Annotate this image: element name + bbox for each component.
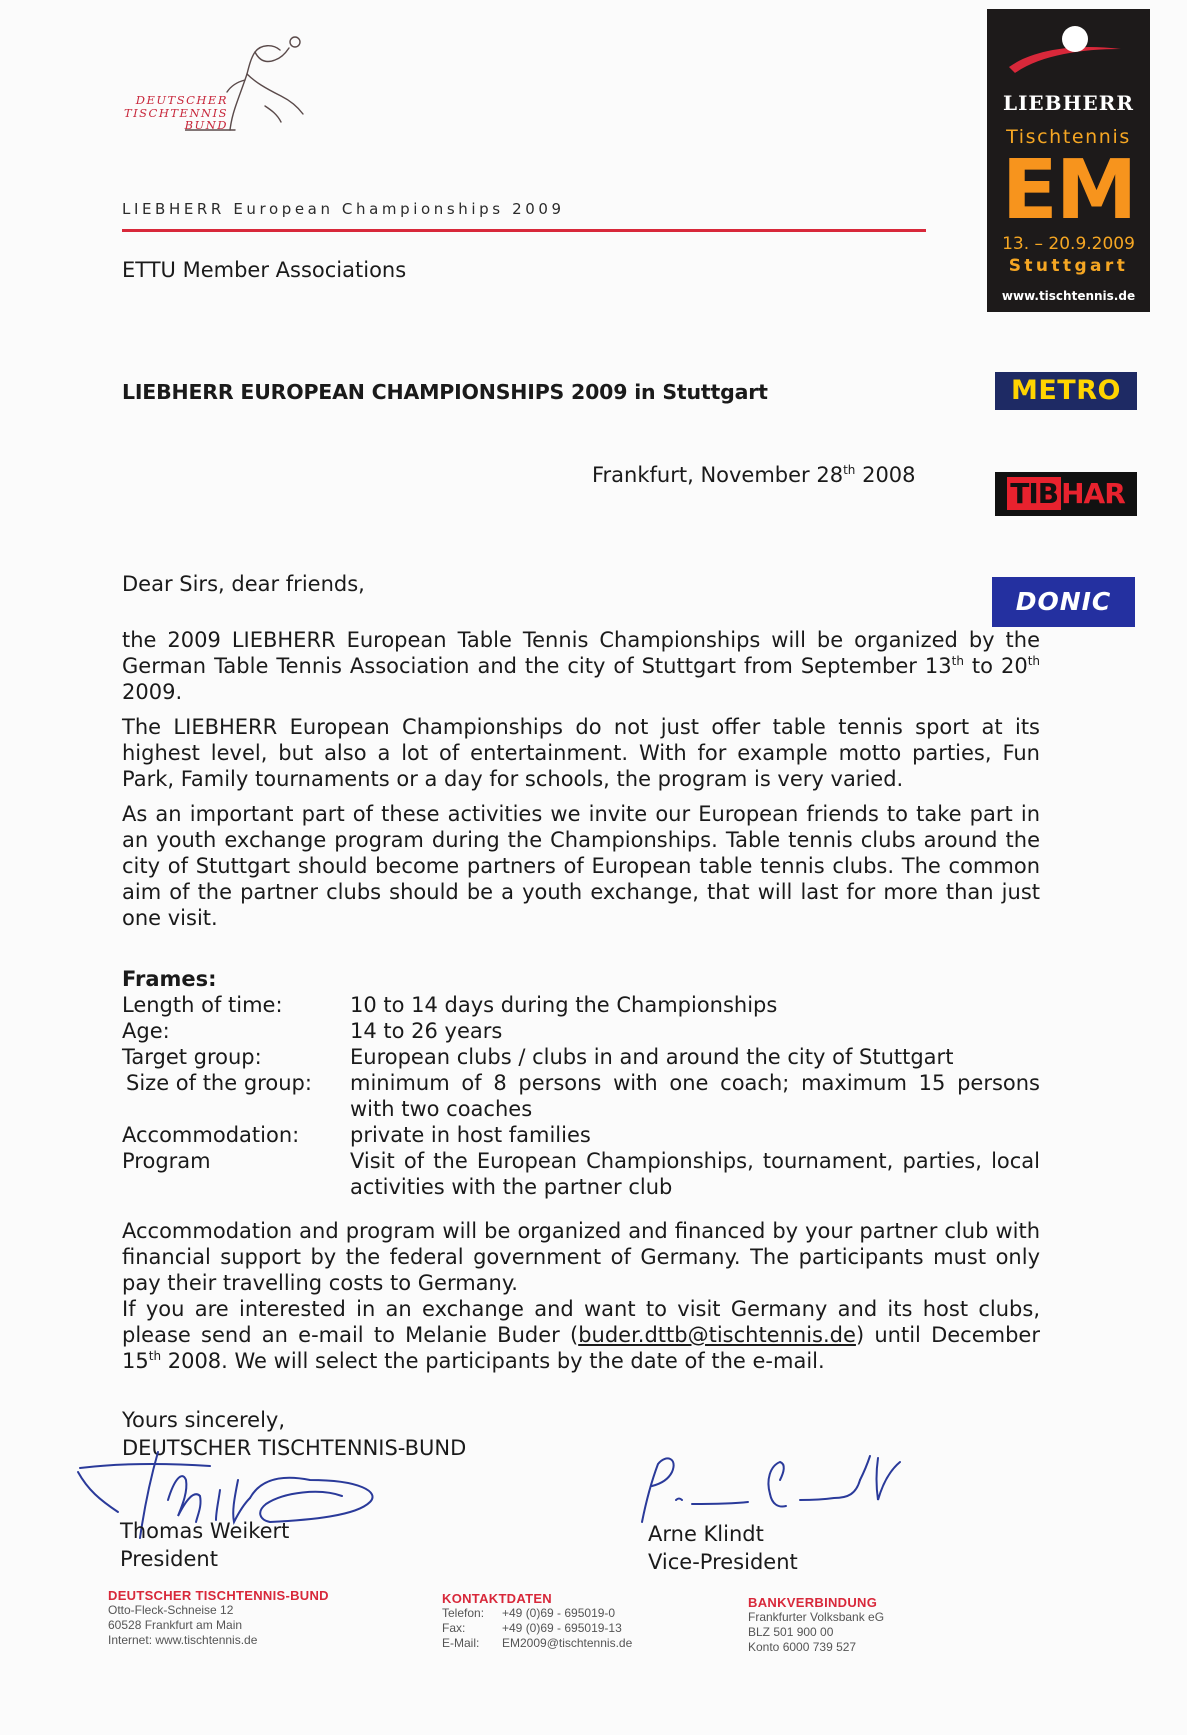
salutation: Dear Sirs, dear friends,	[122, 572, 365, 596]
frames-label: Age:	[122, 1019, 170, 1043]
footer-website: Internet: www.tischtennis.de	[108, 1633, 258, 1647]
letter-body	[122, 627, 1040, 940]
frames-value: 14 to 26 years	[350, 1019, 503, 1043]
president-title: President	[120, 1547, 218, 1571]
frames-label: Length of time:	[122, 993, 283, 1017]
em-url: www.tischtennis.de	[1001, 289, 1136, 303]
frames-row	[122, 1122, 1040, 1148]
body-paragraph-1	[122, 627, 1040, 705]
logo-line-3: BUND	[184, 118, 228, 132]
em-event-logo	[987, 9, 1150, 312]
footer-address-line: 60528 Frankfurt am Main	[108, 1618, 243, 1632]
em-dates: 13. – 20.9.2009	[1002, 234, 1135, 254]
frames-label: Accommodation:	[122, 1123, 300, 1147]
body-paragraph-2: The LIEBHERR European Championships do not just offer table tennis sport at its highest level, but also a lot of entertainment. With for example motto parties, Fun Park, Family tournaments or a day for schools, the program is very varied.	[122, 715, 1040, 791]
yours-sincerely: Yours sincerely,	[122, 1408, 286, 1432]
footer-address-line: Otto-Fleck-Schneise 12	[108, 1603, 234, 1617]
body-p1-sup-1: th	[951, 654, 964, 668]
frames-row	[122, 1018, 1040, 1044]
contact-email-link[interactable]: buder.dttb@tischtennis.de	[578, 1323, 856, 1347]
body-p1-text-3: 2009.	[122, 680, 183, 704]
fax-label: Fax:	[442, 1621, 466, 1635]
tibhar-logo-part-1: TIB	[1007, 477, 1061, 510]
closing-p2-text-2: ) until December 15	[122, 1323, 1040, 1373]
signoff-organization: DEUTSCHER TISCHTENNIS-BUND	[122, 1436, 467, 1460]
tibhar-logo-part-2: HAR	[1061, 477, 1125, 510]
ball-swoosh-icon	[1001, 15, 1136, 85]
phone-value: +49 (0)69 - 695019-0	[502, 1606, 616, 1620]
closing-p2-text-3: 2008. We will select the participants by the date of the e-mail.	[161, 1349, 825, 1373]
email-label: E-Mail:	[442, 1636, 480, 1650]
closing-p2-sup: th	[148, 1349, 162, 1363]
email-value: EM2009@tischtennis.de	[502, 1636, 633, 1650]
em-brand: LIEBHERR	[1003, 91, 1134, 115]
closing-section	[122, 1218, 1040, 1374]
date-suffix: th	[843, 463, 856, 477]
president-signatory	[120, 1517, 289, 1573]
frames-section	[122, 966, 1040, 1200]
recipient: ETTU Member Associations	[122, 258, 407, 282]
logo-line-2: TISCHTENNIS	[123, 105, 228, 120]
vice-president-name: Arne Klindt	[648, 1522, 764, 1546]
date-year: 2008	[855, 463, 916, 487]
footer-contact	[442, 1591, 632, 1651]
frames-value: private in host families	[350, 1123, 591, 1147]
footer-address	[108, 1588, 329, 1648]
footer-fax	[442, 1621, 632, 1636]
closing-paragraph-1: Accommodation and program will be organized and financed by your partner club with financial support by the federal government of Germany. The participants must only pay their travelling costs to Germany.	[122, 1219, 1040, 1295]
frames-row	[122, 1070, 1040, 1122]
body-p1-sup-2: th	[1027, 654, 1040, 668]
footer-bank-heading: BANKVERBINDUNG	[748, 1595, 878, 1610]
closing-p2-text: If you are interested in an exchange and want to visit Germany and its host clubs, please send an e-mail to Melanie Buder (	[122, 1297, 1040, 1347]
letter-subject: LIEBHERR EUROPEAN CHAMPIONSHIPS 2009 in Stuttgart	[122, 380, 768, 404]
dttb-logo-text	[118, 94, 228, 132]
footer-address-heading: DEUTSCHER TISCHTENNIS-BUND	[108, 1588, 329, 1603]
closing-paragraph-2	[122, 1296, 1040, 1374]
president-name: Thomas Weikert	[120, 1519, 290, 1543]
frames-value: 10 to 14 days during the Championships	[350, 993, 778, 1017]
footer-bank-line: Konto 6000 739 527	[748, 1640, 857, 1654]
footer-bank-line: Frankfurter Volksbank eG	[748, 1610, 885, 1624]
footer-phone	[442, 1606, 632, 1621]
vice-president-signatory	[648, 1520, 798, 1576]
frames-value: European clubs / clubs in and around the city of Stuttgart	[350, 1045, 954, 1069]
frames-row	[122, 1148, 1040, 1200]
frames-label: Target group:	[122, 1045, 262, 1069]
frames-label: Size of the group:	[126, 1071, 312, 1095]
em-city: Stuttgart	[1008, 256, 1129, 276]
championship-header: LIEBHERR European Championships 2009	[122, 200, 565, 218]
metro-logo: METRO	[995, 372, 1137, 410]
em-title: EM	[1001, 143, 1136, 238]
footer-bank-line: BLZ 501 900 00	[748, 1625, 834, 1639]
footer-bank	[748, 1595, 884, 1655]
fax-value: +49 (0)69 - 695019-13	[502, 1621, 622, 1635]
tibhar-logo	[995, 472, 1137, 516]
vice-president-signature-icon	[620, 1450, 910, 1530]
body-p1-text-2: to 20	[963, 654, 1028, 678]
date-text: Frankfurt, November 28	[592, 463, 844, 487]
frames-title: Frames:	[122, 967, 217, 991]
frames-value: Visit of the European Championships, tournament, parties, local activities with the partner club	[350, 1149, 1040, 1199]
footer-contact-heading: KONTAKTDATEN	[442, 1591, 552, 1606]
vice-president-title: Vice-President	[648, 1550, 798, 1574]
frames-row	[122, 992, 1040, 1018]
em-sport: Tischtennis	[1006, 126, 1131, 148]
frames-row	[122, 1044, 1040, 1070]
logo-line-1: DEUTSCHER	[135, 93, 228, 107]
footer-email	[442, 1636, 632, 1651]
header-divider	[122, 229, 926, 232]
donic-logo: DONIC	[992, 577, 1135, 627]
letter-date	[592, 463, 916, 487]
body-p1-text: the 2009 LIEBHERR European Table Tennis Championships will be organized by the German Table Tennis Association and the city of Stuttgart from September 13	[122, 628, 1040, 678]
frames-value: minimum of 8 persons with one coach; maximum 15 persons with two coaches	[350, 1071, 1040, 1121]
body-paragraph-3: As an important part of these activities we invite our European friends to take part in an youth exchange program during the Championships. Table tennis clubs around the city of Stuttgart should become partners of European table tennis clubs. The common aim of the partner clubs should be a youth exchange, that will last for more than just one visit.	[122, 802, 1040, 930]
frames-label: Program	[122, 1149, 211, 1173]
phone-label: Telefon:	[442, 1606, 485, 1620]
